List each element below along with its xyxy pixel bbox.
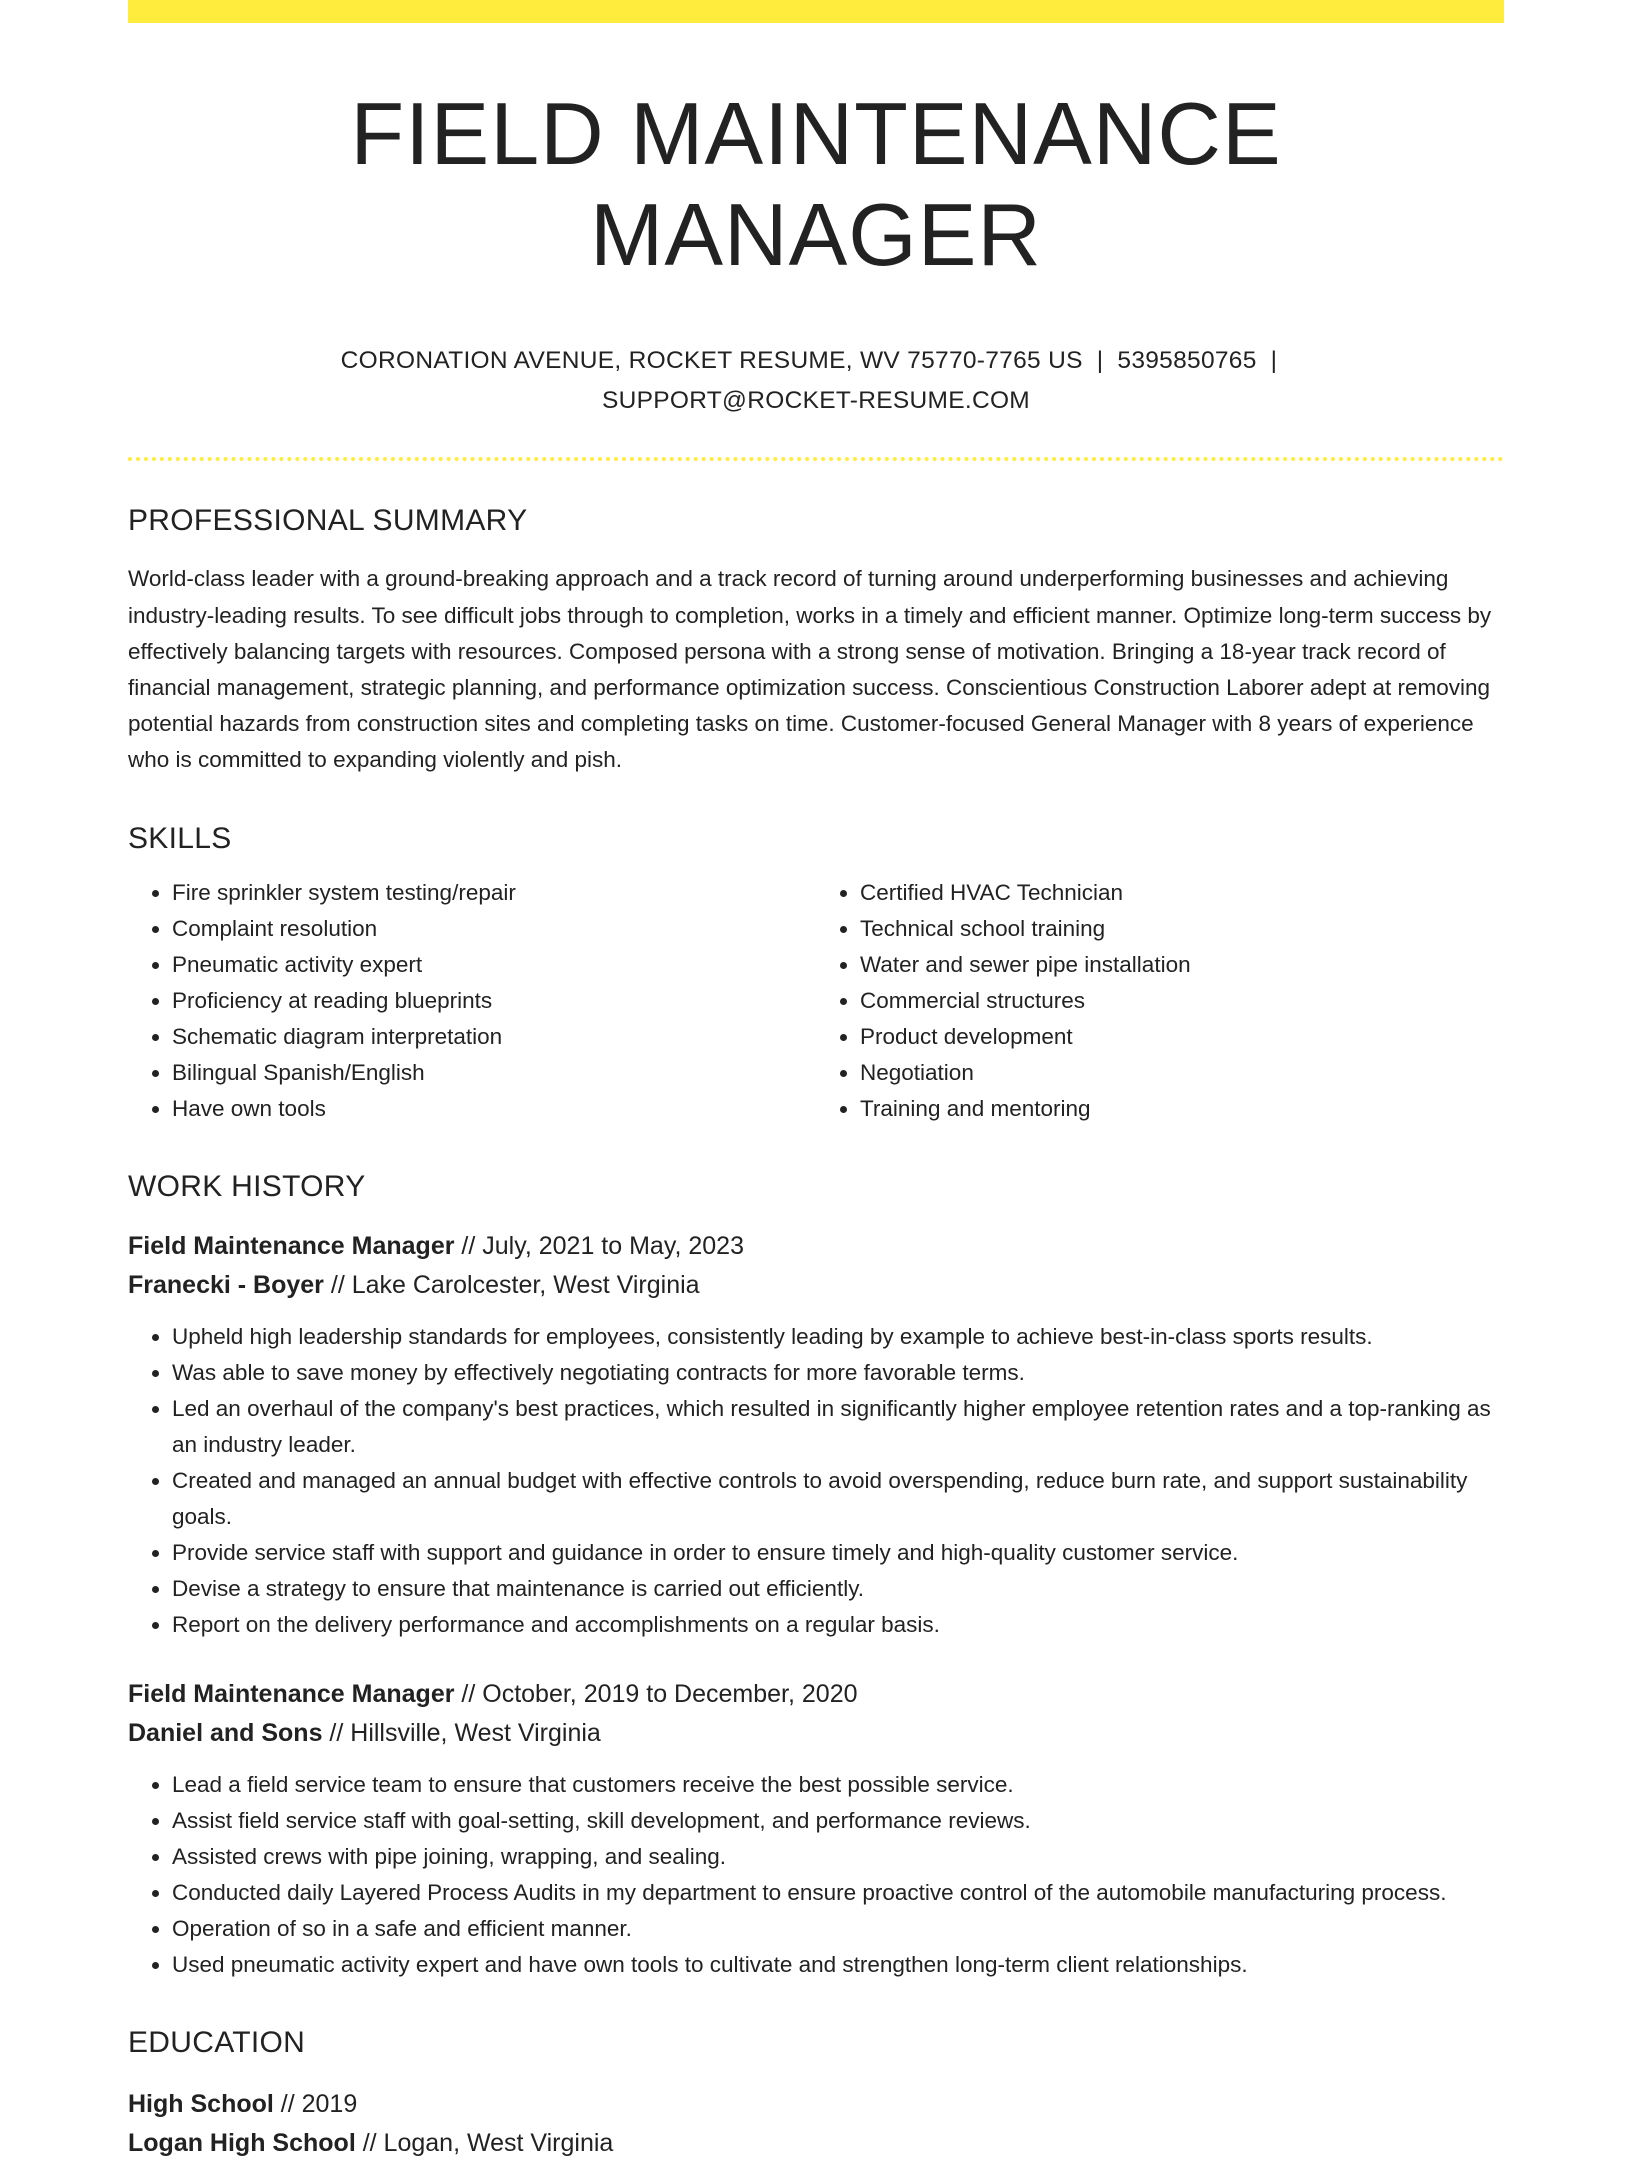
skill-item: • Fire sprinkler system testing/repair xyxy=(172,875,816,911)
contact-address: CORONATION AVENUE, ROCKET RESUME, WV 75770-7765 US xyxy=(340,347,1083,375)
contact-separator: | xyxy=(1096,347,1104,375)
job-bullet: • Was able to save money by effectively negotiating contracts for more favorable terms. xyxy=(172,1355,1504,1391)
job-role: Field Maintenance Manager xyxy=(128,1679,455,1708)
contact-info xyxy=(128,341,1504,421)
skill-item: • Water and sewer pipe installation xyxy=(860,947,1504,983)
job-dates: // July, 2021 to May, 2023 xyxy=(454,1231,744,1260)
job-bullets xyxy=(128,1767,1504,1983)
job-bullet: • Upheld high leadership standards for employees, consistently leading by example to achieve best-in-class sports results. xyxy=(172,1319,1504,1355)
skill-item: • Pneumatic activity expert xyxy=(172,947,816,983)
education-school-line xyxy=(128,2124,1504,2163)
skill-item: • Proficiency at reading blueprints xyxy=(172,983,816,1019)
skill-item: • Schematic diagram interpretation xyxy=(172,1019,816,1055)
education-school: Logan High School xyxy=(128,2128,356,2157)
job-bullet: • Led an overhaul of the company's best practices, which resulted in significantly higher employee retention rates and a top-ranking as an industry leader. xyxy=(172,1391,1504,1463)
resume-name: FIELD MAINTENANCE MANAGER xyxy=(350,84,1282,285)
job-bullet: • Assist field service staff with goal-setting, skill development, and performance reviews. xyxy=(172,1803,1504,1839)
job-entry xyxy=(128,1227,1504,1643)
contact-separator: | xyxy=(1270,347,1278,375)
skill-item: • Commercial structures xyxy=(860,983,1504,1019)
job-bullet: • Used pneumatic activity expert and have own tools to cultivate and strengthen long-term client relationships. xyxy=(172,1947,1504,1983)
job-bullet: • Report on the delivery performance and accomplishments on a regular basis. xyxy=(172,1607,1504,1643)
skills-column-right xyxy=(816,875,1504,1127)
skills-list xyxy=(128,875,1504,1127)
summary-heading: PROFESSIONAL SUMMARY xyxy=(128,504,528,538)
job-title-line xyxy=(128,1227,1504,1266)
skills-heading: SKILLS xyxy=(128,821,232,855)
education-degree: High School xyxy=(128,2089,274,2118)
education-entry xyxy=(128,2085,1504,2163)
education-location: // Logan, West Virginia xyxy=(355,2128,614,2157)
job-bullet: • Assisted crews with pipe joining, wrapping, and sealing. xyxy=(172,1839,1504,1875)
top-accent-bar xyxy=(128,0,1504,23)
summary-text: World-class leader with a ground-breaking approach and a track record of turning around underperforming businesses and achieving industry-leading results. To see difficult jobs through to completion, works in a timely and efficient manner. Optimize long-term success by effectively balancing targets with resources. Composed persona with a strong sense of motivation. Bringing a 18-year track record of financial management, strategic planning, and performance optimization success. Conscientious Construction Laborer adept at removing potential hazards from construction sites and completing tasks on time. Customer-focused General Manager with 8 years of experience who is committed to expanding violently and pish. xyxy=(128,566,1492,773)
education-heading: EDUCATION xyxy=(128,2025,306,2059)
job-bullets xyxy=(128,1319,1504,1643)
skill-item: • Complaint resolution xyxy=(172,911,816,947)
job-company: Daniel and Sons xyxy=(128,1718,323,1747)
job-company: Franecki - Boyer xyxy=(128,1270,324,1299)
job-bullet: • Provide service staff with support and guidance in order to ensure timely and high-quality customer service. xyxy=(172,1535,1504,1571)
skill-item: • Technical school training xyxy=(860,911,1504,947)
skills-column-left xyxy=(128,875,816,1127)
contact-phone: 5395850765 xyxy=(1117,347,1257,375)
job-bullet: • Lead a field service team to ensure that customers receive the best possible service. xyxy=(172,1767,1504,1803)
job-dates: // October, 2019 to December, 2020 xyxy=(454,1679,858,1708)
skill-item: • Product development xyxy=(860,1019,1504,1055)
work-history-heading: WORK HISTORY xyxy=(128,1169,366,1203)
skill-item: • Negotiation xyxy=(860,1055,1504,1091)
header-divider xyxy=(128,457,1504,461)
education-year: // 2019 xyxy=(273,2089,358,2118)
job-bullet: • Devise a strategy to ensure that maintenance is carried out efficiently. xyxy=(172,1571,1504,1607)
job-entry xyxy=(128,1675,1504,1983)
job-location: // Lake Carolcester, West Virginia xyxy=(323,1270,700,1299)
job-company-line xyxy=(128,1266,1504,1305)
education-degree-line xyxy=(128,2085,1504,2124)
job-role: Field Maintenance Manager xyxy=(128,1231,455,1260)
job-bullet: • Operation of so in a safe and efficient manner. xyxy=(172,1911,1504,1947)
skill-item: • Certified HVAC Technician xyxy=(860,875,1504,911)
skill-item: • Training and mentoring xyxy=(860,1091,1504,1127)
resume-page xyxy=(128,0,1504,2163)
job-bullet: • Conducted daily Layered Process Audits in my department to ensure proactive control of the automobile manufacturing process. xyxy=(172,1875,1504,1911)
job-company-line xyxy=(128,1714,1504,1753)
contact-email: SUPPORT@ROCKET-RESUME.COM xyxy=(601,387,1031,415)
job-title-line xyxy=(128,1675,1504,1714)
job-location: // Hillsville, West Virginia xyxy=(322,1718,601,1747)
job-bullet: • Created and managed an annual budget with effective controls to avoid overspending, reduce burn rate, and support sustainability goals. xyxy=(172,1463,1504,1535)
skill-item: • Have own tools xyxy=(172,1091,816,1127)
skill-item: • Bilingual Spanish/English xyxy=(172,1055,816,1091)
